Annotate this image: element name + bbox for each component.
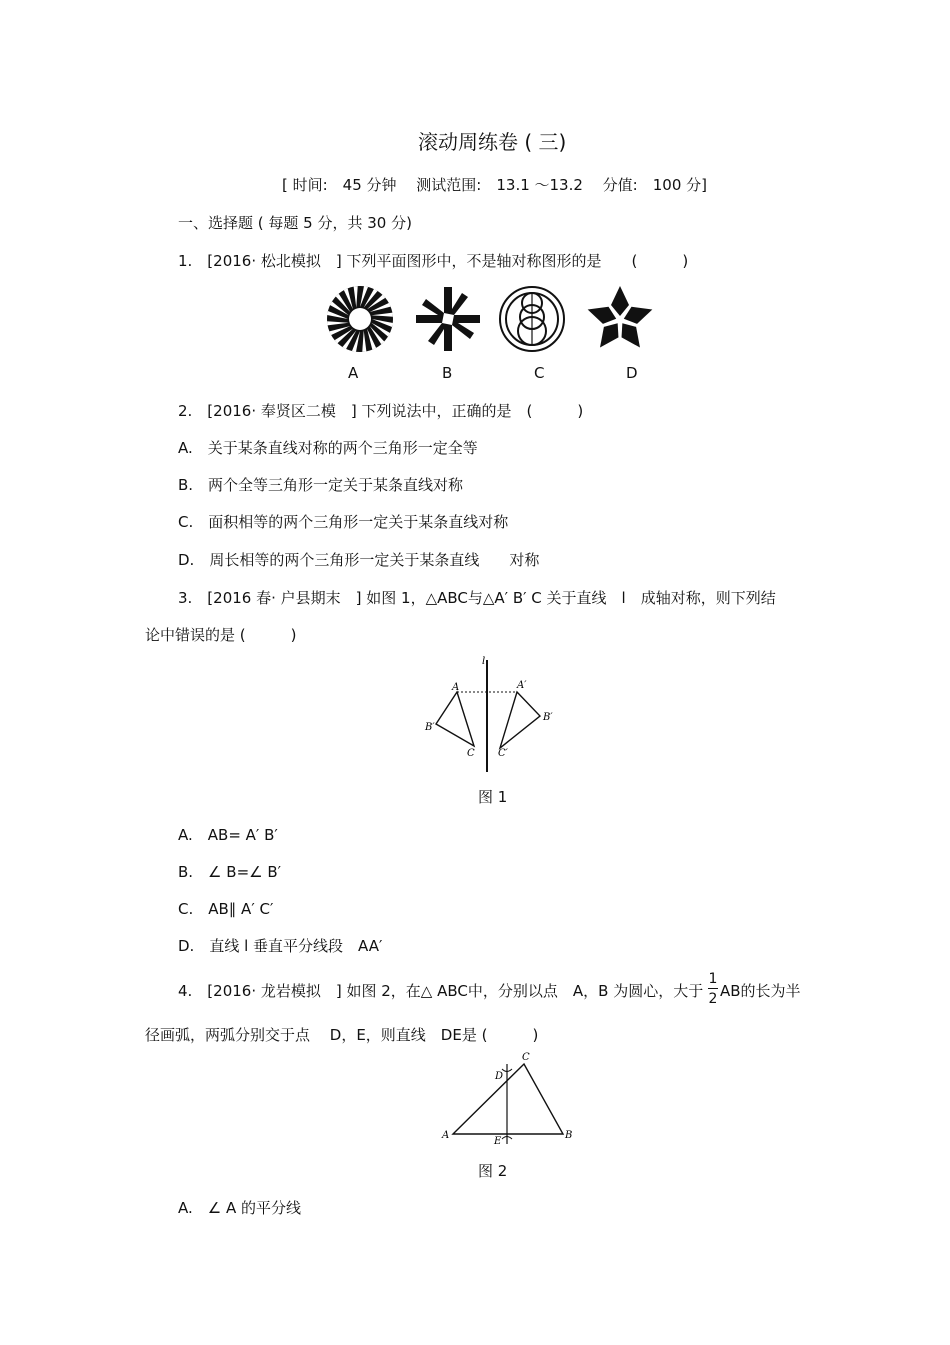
figure-label-d: D xyxy=(626,364,638,382)
q4-option-a: A. ∠ A 的平分线 xyxy=(178,1199,302,1217)
triangle-abc xyxy=(436,692,474,746)
figure-d-star xyxy=(585,286,655,353)
figure-2-caption: 图 2 xyxy=(478,1162,508,1180)
fraction-bar xyxy=(708,988,718,989)
q2-option-a: A. 关于某条直线对称的两个三角形一定全等 xyxy=(178,439,478,457)
figure-2-diagram xyxy=(436,1048,581,1148)
triangle-abc-fig2 xyxy=(453,1064,563,1134)
label-c-prime: C′ xyxy=(498,748,508,759)
figure-1-diagram xyxy=(420,652,565,777)
question-3-line1: 3. [2016 春· 户县期末 ] 如图 1，△ABC与△A′ B′ C 关于直线 l 成轴对称，则下列结 xyxy=(178,589,776,607)
question-2: 2. [2016· 奉贤区二模 ] 下列说法中，正确的是 ( ) xyxy=(178,402,584,420)
label-a: A xyxy=(452,682,460,693)
fraction-numerator: 1 xyxy=(708,971,718,987)
label-c-fig2: C xyxy=(522,1052,530,1063)
label-a-prime: A′ xyxy=(517,680,527,691)
question-4-line1b: AB的长为半 xyxy=(720,982,801,1000)
label-b-fig2: B xyxy=(565,1130,573,1141)
q3-option-b: B. ∠ B=∠ B′ xyxy=(178,863,282,881)
label-b-prime-left: B′ xyxy=(425,722,435,733)
question-4-line1a: 4. [2016· 龙岩模拟 ] 如图 2，在△ ABC中，分别以点 A，B 为圆心，大于 xyxy=(178,982,704,1000)
exam-info: [ 时间: 45 分钟 测试范围: 13.1 ～13.2 分值: 100 分] xyxy=(282,176,707,194)
section-heading: 一、选择题 ( 每题 5 分，共 30 分) xyxy=(178,214,412,232)
label-c: C xyxy=(467,748,475,759)
figure-a-sunburst xyxy=(326,285,394,353)
figure-b-chevrons xyxy=(416,287,480,351)
question-4-line2: 径画弧，两弧分别交于点 D，E，则直线 DE是 ( ) xyxy=(145,1026,539,1044)
triangle-apbpcp xyxy=(500,692,540,748)
q2-option-c: C. 面积相等的两个三角形一定关于某条直线对称 xyxy=(178,513,509,531)
figure-1-caption: 图 1 xyxy=(478,788,508,806)
label-l: l xyxy=(482,656,486,667)
question-1: 1. [2016· 松北模拟 ] 下列平面图形中，不是轴对称图形的是 ( ) xyxy=(178,252,689,270)
label-b-prime: B′ xyxy=(543,712,553,723)
fraction-denominator: 2 xyxy=(708,991,718,1007)
q1-figures xyxy=(320,282,665,357)
label-e-fig2: E xyxy=(494,1136,502,1147)
figure-label-b: B xyxy=(442,364,453,382)
figure-c-circles xyxy=(500,287,564,351)
label-d-fig2: D xyxy=(495,1071,504,1082)
figure-label-a: A xyxy=(348,364,359,382)
label-a-fig2: A xyxy=(442,1130,450,1141)
figure-label-c: C xyxy=(534,364,545,382)
question-3-line2: 论中错误的是 ( ) xyxy=(145,626,297,644)
q3-option-c: C. AB∥ A′ C′ xyxy=(178,900,274,918)
q3-option-d: D. 直线 l 垂直平分线段 AA′ xyxy=(178,937,383,955)
page-title: 滚动周练卷 ( 三) xyxy=(418,130,567,154)
q2-option-b: B. 两个全等三角形一定关于某条直线对称 xyxy=(178,476,464,494)
q2-option-d: D. 周长相等的两个三角形一定关于某条直线 对称 xyxy=(178,551,540,569)
q3-option-a: A. AB= A′ B′ xyxy=(178,826,278,844)
